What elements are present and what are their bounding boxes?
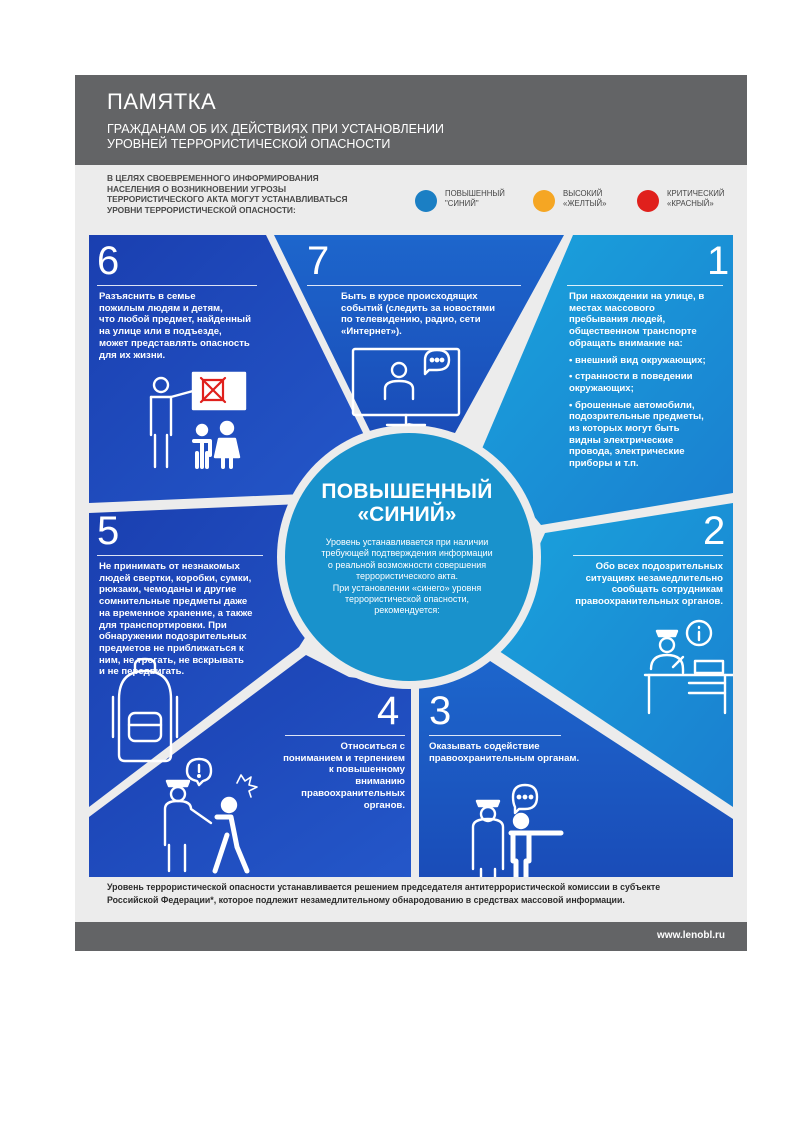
- text-line: • брошенные автомобили,: [569, 399, 695, 411]
- text-line: для их жизни.: [99, 349, 166, 361]
- footer-bar: [75, 922, 747, 951]
- text-line: вниманию: [355, 776, 405, 788]
- text-line: • внешний вид окружающих;: [569, 354, 706, 366]
- level-color-name: «ЖЕЛТЫЙ»: [563, 199, 607, 208]
- text-line: «Интернет»).: [341, 326, 402, 338]
- text-line: ним, не трогать, не вскрывать: [99, 654, 244, 666]
- text-line: ситуациях незамедлительно: [585, 572, 723, 584]
- text-line: Быть в курсе происходящих: [341, 291, 478, 302]
- center-block: [314, 481, 500, 617]
- page-title: ПАМЯТКА: [107, 89, 217, 114]
- text-line: Оказывать содействие: [429, 741, 540, 752]
- text-line: Не принимать от незнакомых: [99, 561, 240, 572]
- intro-line: УРОВНИ ТЕРРОРИСТИЧЕСКОЙ ОПАСНОСТИ:: [107, 204, 296, 215]
- panel-5-text: [99, 561, 289, 678]
- text-line: приборы и т.п.: [569, 458, 639, 470]
- text-line: местах массового: [569, 302, 655, 314]
- text-line: к повышенному: [328, 764, 405, 776]
- text-line: рюкзаки, чемоданы и другие: [99, 584, 237, 596]
- panel-2-text: [565, 561, 723, 608]
- level-color-name: «КРАСНЫЙ»: [667, 199, 714, 208]
- text-line: террористической опасности,: [344, 594, 469, 605]
- text-line: При установлении «синего» уровня: [332, 582, 482, 593]
- panel-4-text: [265, 741, 405, 811]
- panel-3-number: 3: [429, 689, 452, 733]
- panel-5-divider: [97, 555, 263, 556]
- text-line: пребывания людей,: [569, 314, 666, 326]
- text-line: обращать внимание на:: [569, 337, 683, 349]
- yellow-dot-icon: [533, 190, 555, 212]
- text-line: провода, электрические: [569, 446, 685, 458]
- panel-6-number: 6: [97, 239, 120, 283]
- level-label: [563, 189, 606, 209]
- text-line: для транспортировки. При: [99, 619, 227, 631]
- subtitle-line: ГРАЖДАНАМ ОБ ИХ ДЕЙСТВИЯХ ПРИ УСТАНОВЛЕНИИ: [107, 122, 444, 136]
- text-line: Относиться с: [340, 741, 405, 752]
- panel-5-number: 5: [97, 509, 120, 553]
- panel-7-divider: [307, 285, 521, 286]
- text-line: правоохранительных органов.: [575, 596, 723, 608]
- panel-1-bullet: [569, 400, 729, 470]
- page-subtitle: [107, 122, 567, 152]
- text-line: может представлять опасность: [99, 337, 250, 349]
- panel-4-number: 4: [377, 689, 400, 733]
- blue-dot-icon: [415, 190, 437, 212]
- panel-2-divider: [573, 555, 723, 556]
- center-subtitle: «СИНИЙ»: [357, 503, 457, 526]
- poster: [75, 75, 747, 951]
- text-line: на улице или в подъезде,: [99, 326, 222, 338]
- level-label: [667, 189, 725, 209]
- footer-line: Уровень террористической опасности устанавливается решением председателя антитеррористической комиссии в субъекте: [107, 882, 661, 892]
- panel-6-text: [99, 291, 279, 361]
- text-line: правоохранительных: [301, 787, 405, 799]
- text-line: о реальной возможности совершения: [327, 559, 487, 570]
- text-line: • странности в поведении: [569, 371, 693, 383]
- level-blue: [415, 187, 525, 217]
- intro-text: [107, 173, 407, 215]
- text-line: что любой предмет, найденный: [99, 314, 252, 326]
- text-line: сомнительные предметы даже: [99, 596, 248, 608]
- threat-levels-legend: [415, 187, 745, 217]
- panel-3-divider: [429, 735, 561, 736]
- header: [75, 75, 747, 165]
- text-line: сообщать сотрудникам: [611, 584, 723, 596]
- intro-line: НАСЕЛЕНИЯ О ВОЗНИКНОВЕНИИ УГРОЗЫ: [107, 183, 287, 194]
- panel-4-divider: [285, 735, 405, 736]
- text-line: Уровень устанавливается при наличии: [325, 537, 489, 547]
- website-link[interactable]: www.lenobl.ru: [657, 930, 725, 941]
- text-line: видны электрические: [569, 434, 674, 446]
- level-label: [445, 189, 505, 209]
- level-name: ПОВЫШЕННЫЙ: [445, 189, 505, 198]
- text-line: Обо всех подозрительных: [595, 561, 723, 572]
- intro-line: ТЕРРОРИСТИЧЕСКОГО АКТА МОГУТ УСТАНАВЛИВАТЬСЯ: [107, 194, 348, 205]
- panels-area: [89, 235, 733, 877]
- center-description: [314, 537, 500, 617]
- text-line: пониманием и терпением: [283, 752, 405, 764]
- text-line: Разъяснить в семье: [99, 291, 196, 302]
- text-line: При нахождении на улице, в: [569, 291, 705, 302]
- panel-1-text: [569, 291, 729, 475]
- text-line: по телевидению, радио, сети: [341, 314, 481, 326]
- text-line: людей свертки, коробки, сумки,: [99, 572, 252, 584]
- center-title: ПОВЫШЕННЫЙ: [321, 480, 493, 503]
- text-line: требующей подтверждения информации: [321, 548, 493, 559]
- text-line: общественном транспорте: [569, 326, 697, 338]
- footer-line: Российской Федерации*, которое подлежит незамедлительному обнародованию в средствах массовой информации.: [107, 895, 625, 905]
- text-line: правоохранительным органам.: [429, 752, 580, 764]
- panel-1-bullet: [569, 371, 729, 394]
- text-line: террористического акта.: [355, 571, 459, 582]
- panel-1-number: 1: [707, 239, 730, 283]
- text-line: из которых могут быть: [569, 423, 680, 435]
- red-dot-icon: [637, 190, 659, 212]
- panel-6-divider: [97, 285, 257, 286]
- level-name: ВЫСОКИЙ: [563, 189, 603, 198]
- text-line: окружающих;: [569, 382, 634, 394]
- text-line: органов.: [363, 799, 405, 811]
- intro-line: В ЦЕЛЯХ СВОЕВРЕМЕННОГО ИНФОРМИРОВАНИЯ: [107, 173, 319, 183]
- text-line: рекомендуется:: [374, 605, 440, 616]
- text-line: предметов не приближаться к: [99, 642, 244, 654]
- panel-7-number: 7: [307, 239, 330, 283]
- level-name: КРИТИЧЕСКИЙ: [667, 189, 725, 198]
- text-line: пожилым людям и детям,: [99, 302, 223, 314]
- panel-2-number: 2: [703, 509, 726, 553]
- footer-note: [107, 881, 722, 907]
- text-line: подозрительные предметы,: [569, 411, 704, 423]
- text-line: на временное хранение, а также: [99, 607, 253, 619]
- panel-1-bullet: [569, 355, 729, 367]
- subtitle-line: УРОВНЕЙ ТЕРРОРИСТИЧЕСКОЙ ОПАСНОСТИ: [107, 137, 391, 151]
- level-yellow: [533, 187, 643, 217]
- panel-1-intro: [569, 291, 729, 350]
- text-line: обнаружении подозрительных: [99, 631, 247, 643]
- level-color-name: "СИНИЙ": [445, 199, 479, 208]
- text-line: событий (следить за новостями: [341, 302, 495, 314]
- panel-3-text: [429, 741, 609, 764]
- text-line: и не передвигать.: [99, 666, 185, 678]
- level-red: [637, 187, 747, 217]
- panel-7-text: [341, 291, 541, 338]
- panel-1-divider: [567, 285, 723, 286]
